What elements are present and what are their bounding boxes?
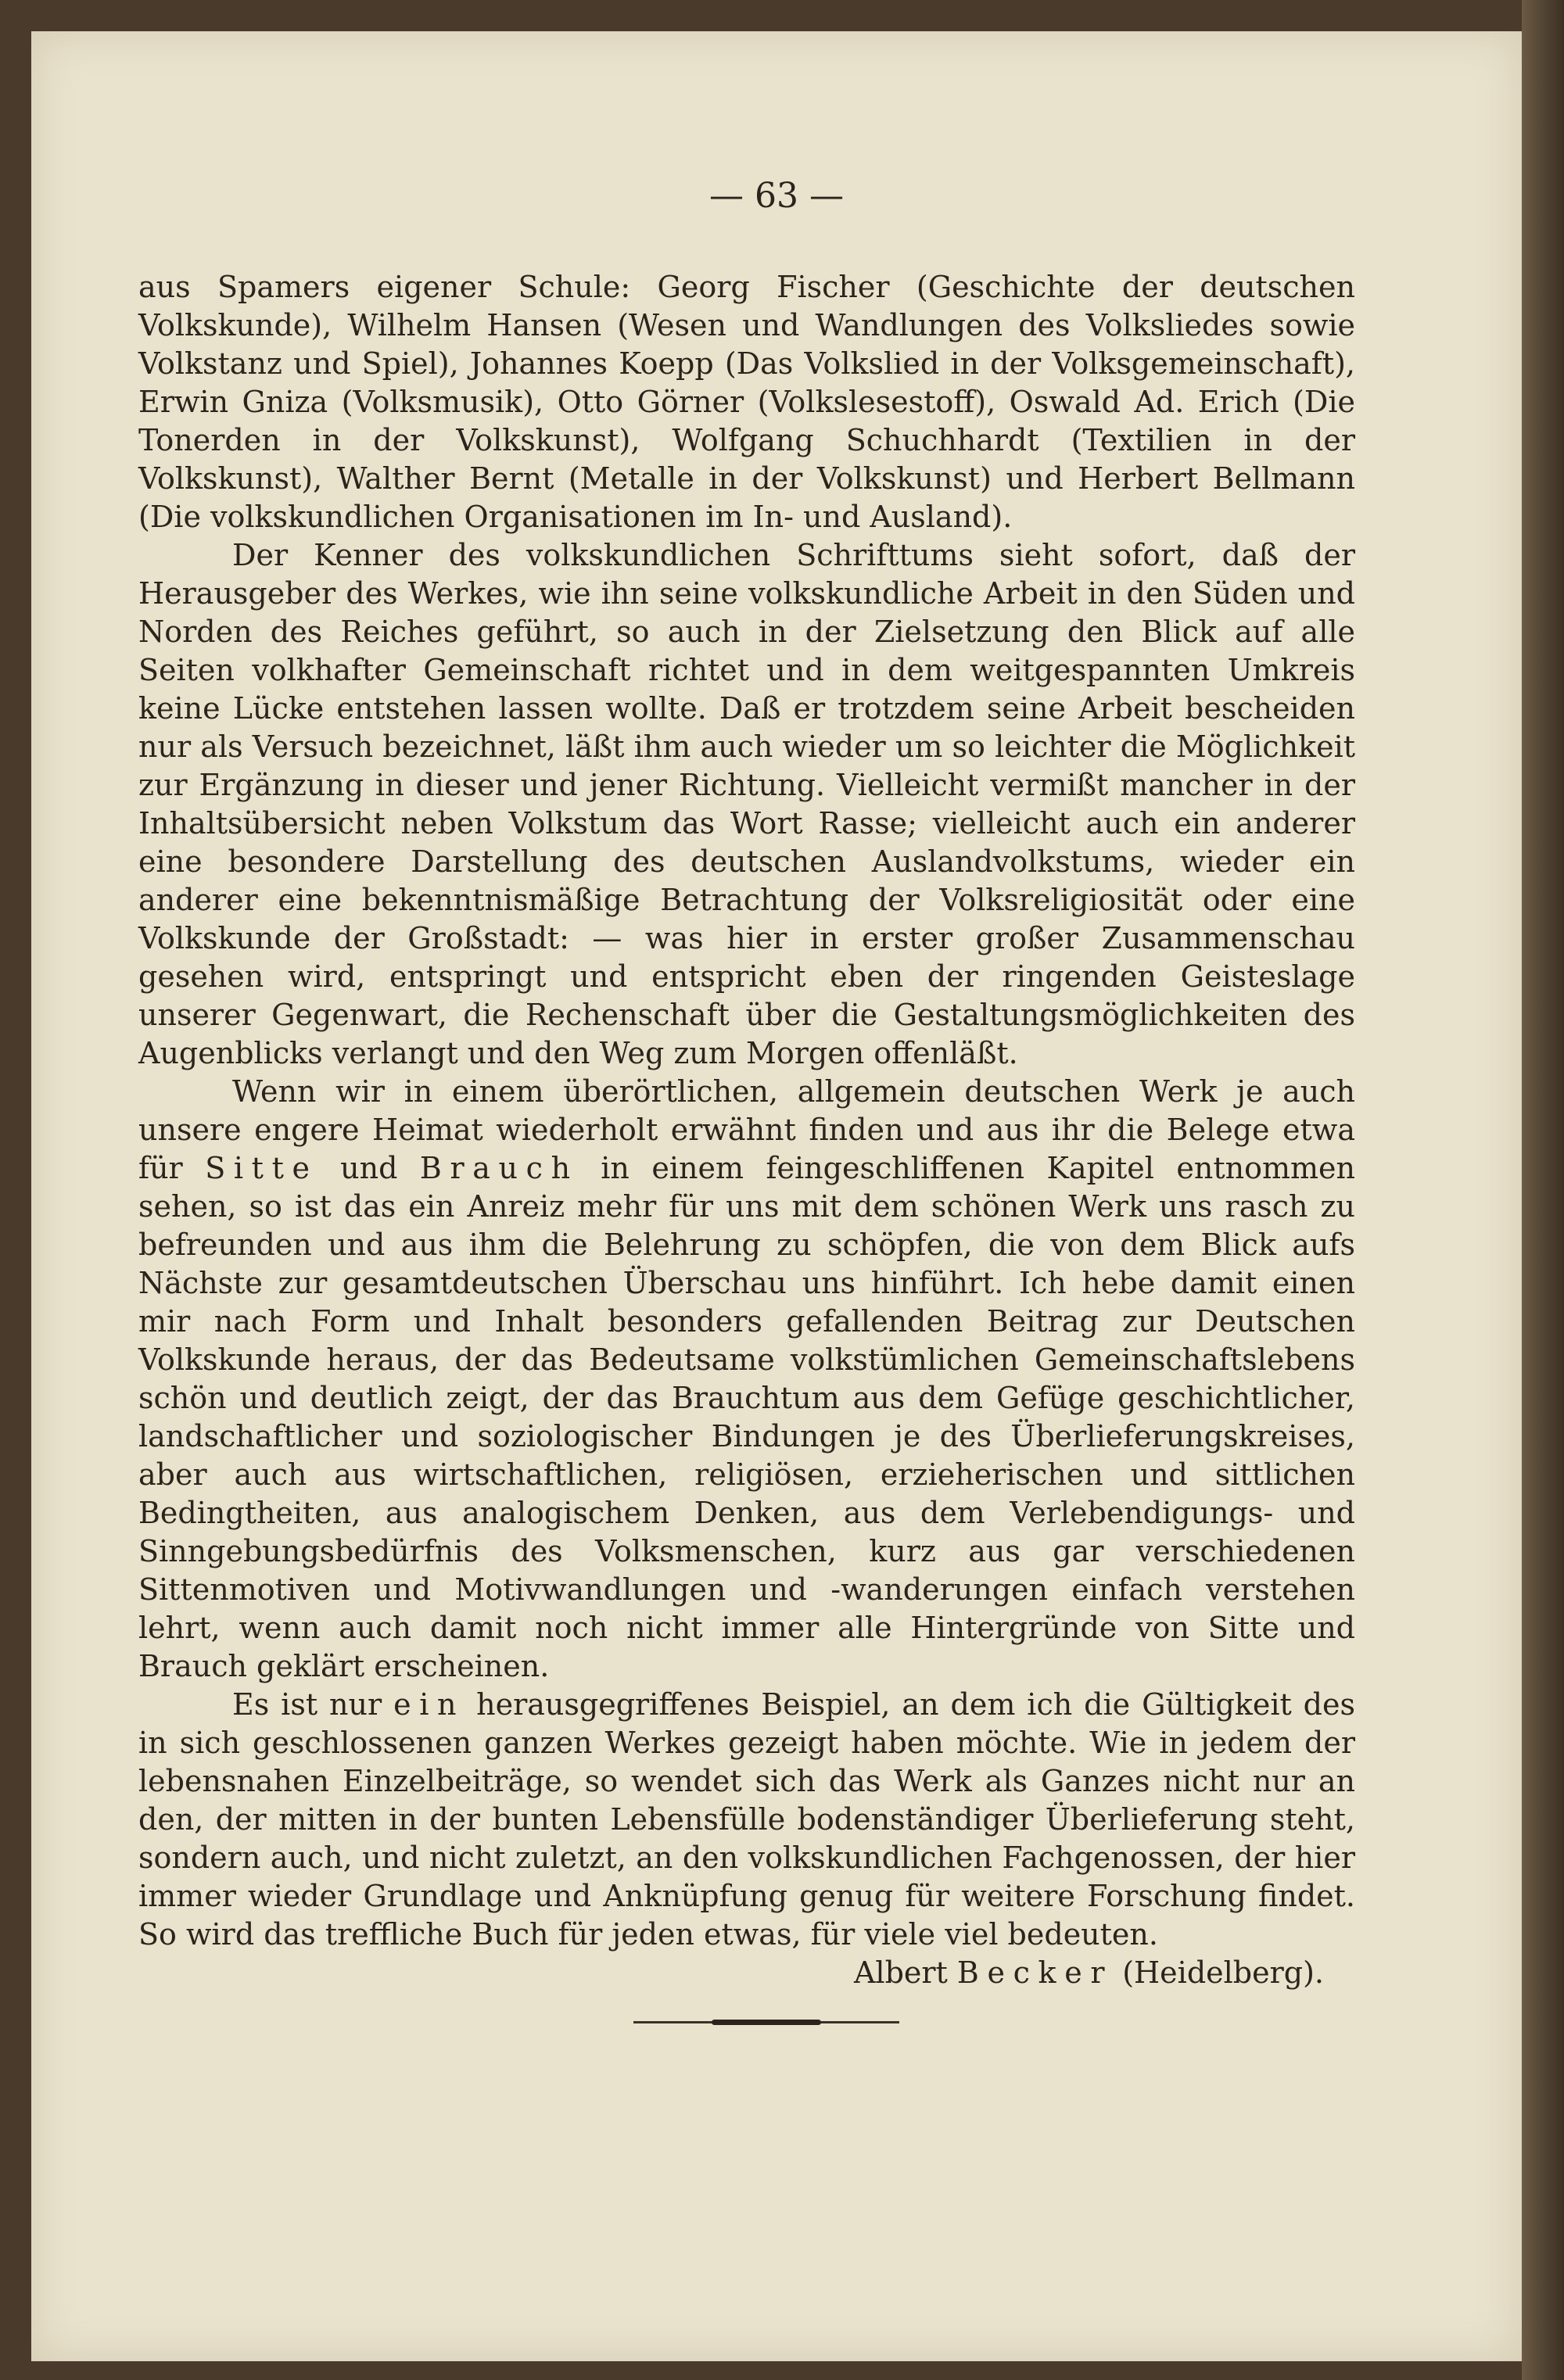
emphasis-ein: ein [393,1687,465,1722]
signature [138,1954,1355,1992]
signature-place: (Heidelberg). [1113,1955,1324,1990]
paragraph-4-text-a: Es ist nur [232,1687,394,1722]
signature-last-name: Becker [956,1955,1114,1990]
page-number: — 63 — [709,176,844,216]
section-divider-center [712,2020,821,2025]
book-page [31,31,1522,2361]
paragraph-3 [138,1073,1355,1686]
emphasis-sitte: Sitte [205,1151,318,1185]
paragraph-2: Der Kenner des volkskundlichen Schrifttums sieht sofort, daß der Herausgeber des Werkes, wie ihn seine volkskundliche Arbeit in den Süden und Norden des Reiches geführt, so auch in der Zielsetzung den Blick auf alle Seiten volkhafter Gemeinschaft richtet und in dem weitgespannten Umkreis keine Lücke entstehen lassen wollte. Daß er trotzdem seine Arbeit bescheiden nur als Versuch bezeichnet, läßt ihm auch wieder um so leichter die Möglichkeit zur Ergänzung in dieser und jener Richtung. Vielleicht vermißt mancher in der Inhaltsübersicht neben Volkstum das Wort Rasse; vielleicht auch ein anderer eine besondere Darstellung des deutschen Auslandvolkstums, wieder ein anderer eine bekenntnismäßige Betrachtung der Volksreligiosität oder eine Volkskunde der Großstadt: — was hier in erster großer Zusammenschau gesehen wird, entspringt und entspricht eben der ringenden Geisteslage unserer Gegenwart, die Rechenschaft über die Gestaltungsmöglichkeiten des Augenblicks verlangt und den Weg zum Morgen offenläßt. [138,538,1355,1070]
paragraph-4-text-b: herausgegriffenes Beispiel, an dem ich die Gültigkeit des in sich geschlossenen ganzen Werkes gezeigt haben möchte. Wie in jedem der lebensnahen Einzelbeiträge, so wendet sich das Werk als Ganzes nicht nur an den, der mitten in der bunten Lebensfülle bodenständiger Überlieferung steht, sondern auch, und nicht zuletzt, an den volkskundlichen Fachgenossen, der hier immer wieder Grundlage und Anknüpfung genug für weitere Forschung findet. So wird das treffliche Buch für jeden etwas, für viele viel bedeuten. [138,1687,1356,1952]
paragraph-1: aus Spamers eigener Schule: Georg Fischer (Geschichte der deutschen Volkskunde), Wilhelm Hansen (Wesen und Wandlungen des Volksliedes sowie Volkstanz und Spiel), Johannes Koepp (Das Volkslied in der Volksgemeinschaft), Erwin Gniza (Volksmusik), Otto Görner (Volkslesestoff), Oswald Ad. Erich (Die Tonerden in der Volkskunst), Wolfgang Schuchhardt (Textilien in der Volkskunst), Walther Bernt (Metalle in der Volkskunst) und Herbert Bellmann (Die volkskundlichen Organisationen im In- und Ausland). [138,270,1355,534]
emphasis-brauch: Brauch [419,1151,579,1185]
paragraph-3-text-b: in einem feingeschliffenen Kapitel entnommen sehen, so ist das ein Anreiz mehr für uns mit dem schönen Werk uns rasch zu befreunden und aus ihm die Belehrung zu schöpfen, die von dem Blick aufs Nächste zur gesamtdeutschen Überschau uns hinführt. Ich hebe damit einen mir nach Form und Inhalt besonders gefallenden Beitrag zur Deutschen Volkskunde heraus, der das Bedeutsame volkstümlichen Gemeinschaftslebens schön und deutlich zeigt, der das Brauchtum aus dem Gefüge geschichtlicher, landschaftlicher und soziologischer Bindungen je des Überlieferungskreises, aber auch aus wirtschaftlichen, religiösen, erzieherischen und sittlichen Bedingtheiten, aus analogischem Denken, aus dem Verlebendigungs- und Sinngebungsbedürfnis des Volksmenschen, kurz aus gar verschiedenen Sittenmotiven und Motivwandlungen und -wanderungen einfach verstehen lehrt, wenn auch damit noch nicht immer alle Hintergründe von Sitte und Brauch geklärt erscheinen. [138,1151,1355,1683]
paragraph-4 [138,1686,1355,1954]
paragraph-3-text-a: Wenn wir in einem überörtlichen, allgemein deutschen Werk je auch unsere engere Heimat wiederholt erwähnt finden und aus ihr die Belege etwa für [138,1074,1355,1185]
paragraph-3-conjunction: und [317,1151,420,1185]
body-text [138,268,1355,1992]
signature-first-name: Albert [853,1955,957,1990]
book-binding-edge [1522,0,1564,2380]
